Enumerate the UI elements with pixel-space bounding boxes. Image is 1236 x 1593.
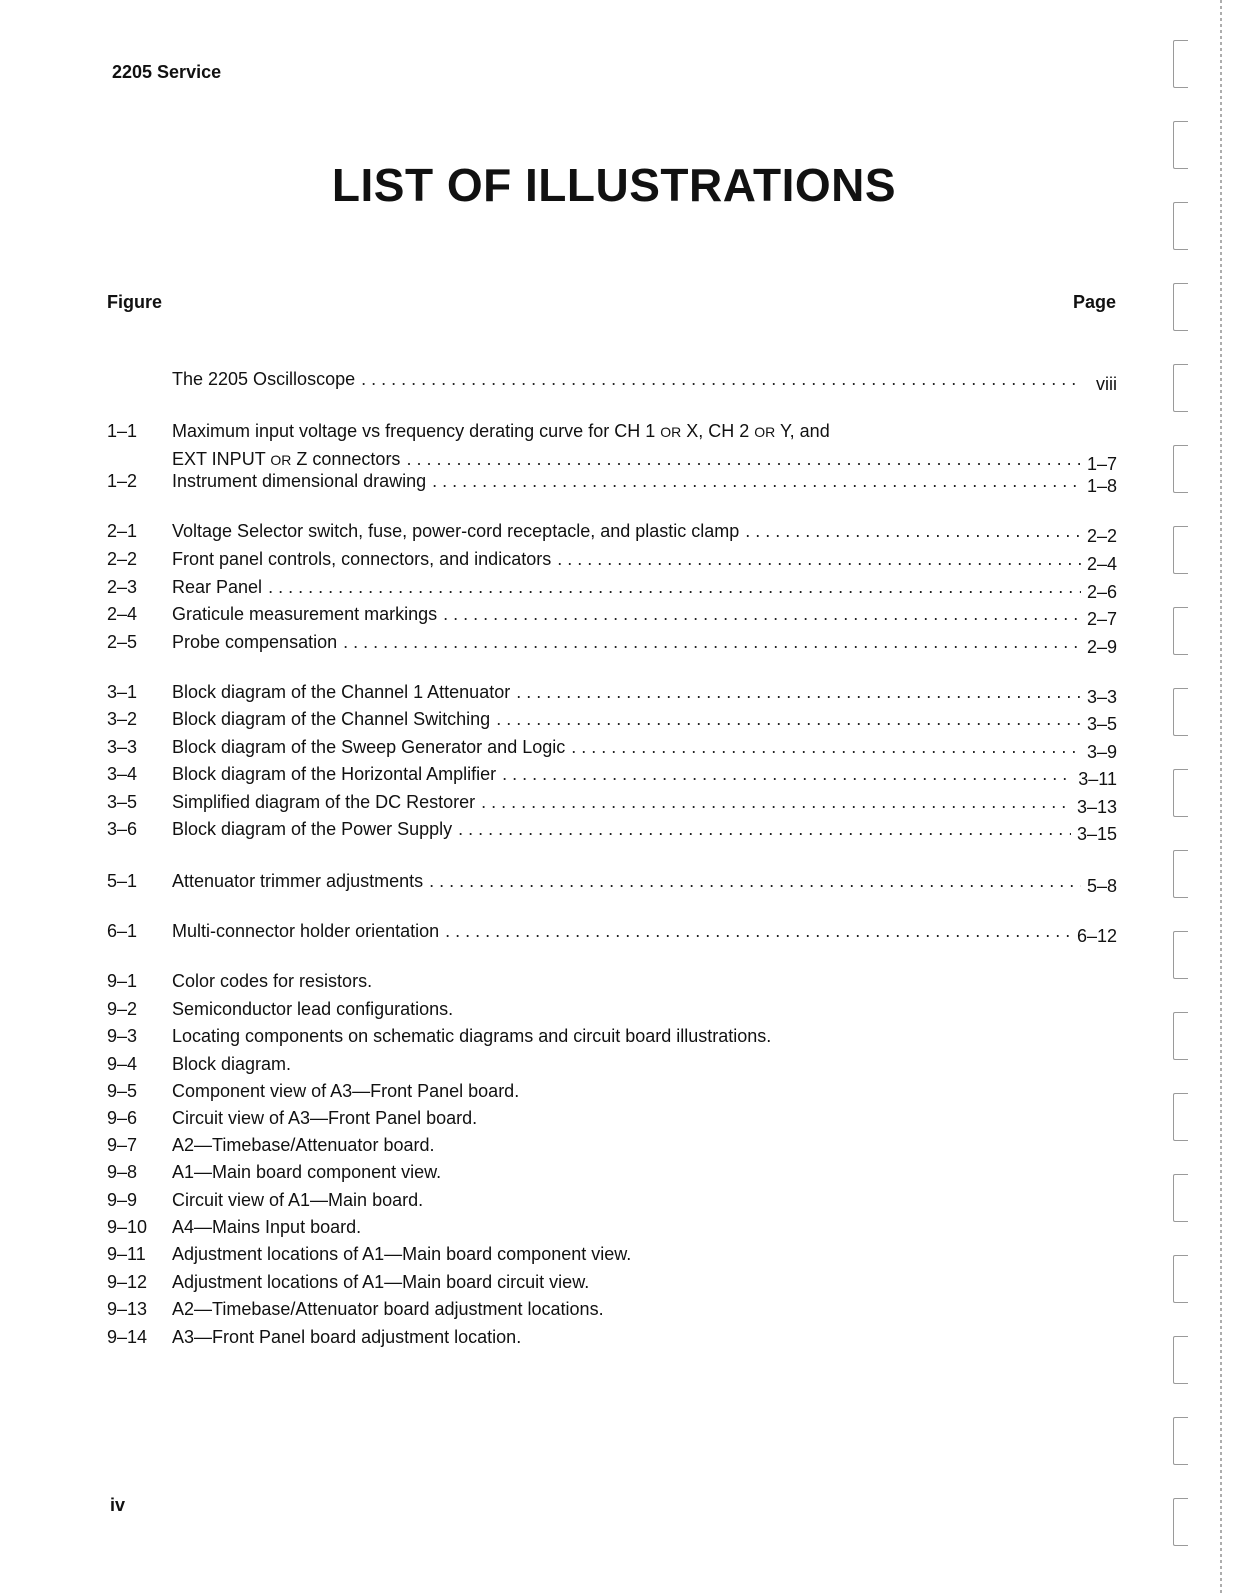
figure-caption: Semiconductor lead configurations. bbox=[172, 999, 454, 1019]
figure-number: 1–1 bbox=[107, 421, 138, 441]
figure-caption: Voltage Selector switch, fuse, power-cord receptacle, and plastic clamp bbox=[172, 521, 740, 541]
binder-hole bbox=[1173, 1012, 1188, 1060]
entry-body bbox=[172, 681, 1117, 707]
small-caps-or: OR bbox=[660, 424, 682, 440]
binding-edge bbox=[1220, 0, 1222, 1593]
small-caps-or: OR bbox=[754, 424, 776, 440]
entry-body bbox=[172, 1107, 1117, 1129]
figure-number: 9–8 bbox=[107, 1162, 138, 1182]
entry-body bbox=[172, 920, 1117, 946]
entry-body bbox=[172, 1271, 1117, 1293]
entry-line bbox=[172, 1107, 1117, 1129]
figure-caption: A2—Timebase/Attenuator board adjustment locations. bbox=[172, 1299, 604, 1319]
entry-line bbox=[172, 548, 1117, 574]
figure-number: 2–1 bbox=[107, 521, 138, 541]
entry-body bbox=[172, 736, 1117, 762]
entry-line bbox=[172, 520, 1117, 546]
binder-hole bbox=[1173, 1174, 1188, 1222]
page-number: 2–4 bbox=[1086, 554, 1117, 574]
entry-body bbox=[172, 870, 1117, 896]
figure-number: 9–13 bbox=[107, 1299, 148, 1319]
entry-body bbox=[172, 708, 1117, 734]
figure-caption: Component view of A3—Front Panel board. bbox=[172, 1081, 520, 1101]
figure-number: 3–3 bbox=[107, 737, 138, 757]
figure-caption: Block diagram of the Horizontal Amplifier bbox=[172, 764, 497, 784]
figure-number: 3–6 bbox=[107, 819, 138, 839]
page-title: LIST OF ILLUSTRATIONS bbox=[331, 159, 897, 211]
figure-caption: A1—Main board component view. bbox=[172, 1162, 442, 1182]
entry-line bbox=[172, 1053, 1117, 1075]
page-number: 1–8 bbox=[1086, 476, 1117, 496]
figure-caption: Adjustment locations of A1—Main board circuit view. bbox=[172, 1272, 590, 1292]
figure-number: 9–10 bbox=[107, 1217, 148, 1237]
figure-caption: Circuit view of A3—Front Panel board. bbox=[172, 1108, 478, 1128]
entry-line bbox=[172, 870, 1117, 896]
entry-body bbox=[172, 1243, 1117, 1265]
binder-hole bbox=[1173, 526, 1188, 574]
figure-number: 9–12 bbox=[107, 1272, 148, 1292]
figure-caption: Color codes for resistors. bbox=[172, 971, 373, 991]
column-header-figure: Figure bbox=[107, 292, 163, 312]
figure-caption: Attenuator trimmer adjustments bbox=[172, 871, 424, 891]
running-head: 2205 Service bbox=[112, 62, 222, 82]
entry-body bbox=[172, 548, 1117, 574]
figure-caption: Rear Panel bbox=[172, 577, 263, 597]
entry-body bbox=[172, 603, 1117, 629]
dot-leader bbox=[458, 818, 1071, 840]
entry-line bbox=[172, 708, 1117, 734]
dot-leader bbox=[406, 448, 1081, 470]
entry-line bbox=[172, 1161, 1117, 1183]
figure-caption: Block diagram. bbox=[172, 1054, 292, 1074]
binder-hole bbox=[1173, 364, 1188, 412]
entry-body bbox=[172, 818, 1117, 844]
figure-caption: Block diagram of the Power Supply bbox=[172, 819, 453, 839]
figure-caption: Adjustment locations of A1—Main board component view. bbox=[172, 1244, 632, 1264]
figure-caption: Graticule measurement markings bbox=[172, 604, 438, 624]
figure-number: 5–1 bbox=[107, 871, 138, 891]
figure-number: 2–4 bbox=[107, 604, 138, 624]
figure-number: 2–3 bbox=[107, 577, 138, 597]
figure-number: 9–4 bbox=[107, 1054, 138, 1074]
page-number: 2–2 bbox=[1086, 526, 1117, 546]
figure-number: 9–1 bbox=[107, 971, 138, 991]
binder-hole bbox=[1173, 769, 1188, 817]
entry-line bbox=[172, 631, 1117, 657]
binder-hole bbox=[1173, 445, 1188, 493]
entry-line bbox=[172, 1298, 1117, 1320]
entry-body bbox=[172, 1025, 1117, 1047]
figure-number: 9–6 bbox=[107, 1108, 138, 1128]
entry-line bbox=[172, 448, 1117, 474]
dot-leader bbox=[571, 736, 1081, 758]
binder-hole bbox=[1173, 1417, 1188, 1465]
figure-number: 3–4 bbox=[107, 764, 138, 784]
figure-number: 1–2 bbox=[107, 471, 138, 491]
dot-leader bbox=[516, 681, 1081, 703]
figure-caption: A4—Mains Input board. bbox=[172, 1217, 362, 1237]
page-number: 3–5 bbox=[1086, 714, 1117, 734]
dot-leader bbox=[361, 368, 1081, 390]
figure-number: 9–7 bbox=[107, 1135, 138, 1155]
binder-hole bbox=[1173, 931, 1188, 979]
dot-leader bbox=[745, 520, 1081, 542]
page-number: 6–12 bbox=[1076, 926, 1117, 946]
page-number: 5–8 bbox=[1086, 876, 1117, 896]
figure-caption: Instrument dimensional drawing bbox=[172, 471, 427, 491]
figure-caption: Multi-connector holder orientation bbox=[172, 921, 440, 941]
figure-number: 3–5 bbox=[107, 792, 138, 812]
page-number: 3–3 bbox=[1086, 687, 1117, 707]
figure-caption: Circuit view of A1—Main board. bbox=[172, 1190, 424, 1210]
entry-body bbox=[172, 1053, 1117, 1075]
binder-hole bbox=[1173, 688, 1188, 736]
entry-line bbox=[172, 681, 1117, 707]
binder-hole bbox=[1173, 1336, 1188, 1384]
entry-body bbox=[172, 420, 1117, 474]
page-number: 3–11 bbox=[1078, 769, 1117, 789]
entry-body bbox=[172, 1298, 1117, 1320]
page-number: 2–9 bbox=[1086, 637, 1117, 657]
entry-body bbox=[172, 1161, 1117, 1183]
binder-hole bbox=[1173, 121, 1188, 169]
figure-number: 9–11 bbox=[107, 1244, 146, 1264]
figure-caption: Block diagram of the Channel 1 Attenuator bbox=[172, 682, 511, 702]
page-number: 3–9 bbox=[1086, 742, 1117, 762]
entry-body bbox=[172, 1216, 1117, 1238]
entry-body bbox=[172, 1189, 1117, 1211]
page-number: 2–7 bbox=[1086, 609, 1117, 629]
figure-number: 3–2 bbox=[107, 709, 138, 729]
entry-line bbox=[172, 1271, 1117, 1293]
figure-caption: Block diagram of the Sweep Generator and Logic bbox=[172, 737, 566, 757]
entry-body bbox=[172, 631, 1117, 657]
page-folio: iv bbox=[110, 1495, 126, 1515]
figure-number: 9–5 bbox=[107, 1081, 138, 1101]
entry-body bbox=[172, 470, 1117, 496]
figure-caption: The 2205 Oscilloscope bbox=[172, 369, 356, 389]
entry-body bbox=[172, 520, 1117, 546]
binder-hole bbox=[1173, 1093, 1188, 1141]
column-header-page: Page bbox=[1072, 292, 1116, 312]
entry-line bbox=[172, 763, 1117, 789]
entry-body bbox=[172, 998, 1117, 1020]
entry-line bbox=[172, 791, 1117, 817]
entry-line bbox=[172, 368, 1117, 394]
entry-body bbox=[172, 1326, 1117, 1348]
figure-caption: Probe compensation bbox=[172, 632, 338, 652]
entry-body bbox=[172, 1134, 1117, 1156]
entry-line bbox=[172, 1216, 1117, 1238]
entry-line bbox=[172, 970, 1117, 992]
dot-leader bbox=[429, 870, 1081, 892]
dot-leader bbox=[343, 631, 1081, 653]
figure-caption: EXT INPUT OR Z connectors bbox=[172, 449, 401, 469]
figure-number: 6–1 bbox=[107, 921, 138, 941]
entry-line bbox=[172, 1326, 1117, 1348]
binder-hole bbox=[1173, 607, 1188, 655]
page-number: 3–15 bbox=[1076, 824, 1117, 844]
figure-number: 9–3 bbox=[107, 1026, 138, 1046]
entry-body bbox=[172, 791, 1117, 817]
dot-leader bbox=[445, 920, 1071, 942]
binder-hole bbox=[1173, 202, 1188, 250]
entry-line bbox=[172, 603, 1117, 629]
entry-line bbox=[172, 920, 1117, 946]
figure-number: 3–1 bbox=[107, 682, 138, 702]
figure-caption: Simplified diagram of the DC Restorer bbox=[172, 792, 476, 812]
entry-body bbox=[172, 576, 1117, 602]
figure-caption: Maximum input voltage vs frequency derating curve for CH 1 OR X, CH 2 OR Y, and bbox=[172, 421, 830, 441]
entry-line bbox=[172, 576, 1117, 602]
figure-number: 9–9 bbox=[107, 1190, 138, 1210]
figure-caption: A3—Front Panel board adjustment location. bbox=[172, 1327, 522, 1347]
entry-line bbox=[172, 1134, 1117, 1156]
figure-number: 2–2 bbox=[107, 549, 138, 569]
figure-caption: Front panel controls, connectors, and indicators bbox=[172, 549, 552, 569]
figure-caption: Locating components on schematic diagrams and circuit board illustrations. bbox=[172, 1026, 772, 1046]
dot-leader bbox=[496, 708, 1081, 730]
entry-line bbox=[172, 470, 1117, 496]
dot-leader bbox=[443, 603, 1081, 625]
figure-number: 2–5 bbox=[107, 632, 138, 652]
binder-hole bbox=[1173, 1498, 1188, 1546]
binder-hole bbox=[1173, 283, 1188, 331]
dot-leader bbox=[502, 763, 1072, 785]
small-caps-or: OR bbox=[270, 452, 292, 468]
dot-leader bbox=[481, 791, 1071, 813]
figure-caption: Block diagram of the Channel Switching bbox=[172, 709, 491, 729]
binder-hole bbox=[1173, 1255, 1188, 1303]
entry-line bbox=[172, 420, 1117, 442]
entry-line bbox=[172, 998, 1117, 1020]
dot-leader bbox=[432, 470, 1081, 492]
entry-line bbox=[172, 1189, 1117, 1211]
entry-line bbox=[172, 818, 1117, 844]
dot-leader bbox=[268, 576, 1081, 598]
binder-hole bbox=[1173, 40, 1188, 88]
entry-line bbox=[172, 736, 1117, 762]
binder-hole bbox=[1173, 850, 1188, 898]
dot-leader bbox=[557, 548, 1081, 570]
page-number: viii bbox=[1096, 374, 1117, 394]
figure-number: 9–2 bbox=[107, 999, 138, 1019]
entry-body bbox=[172, 763, 1117, 789]
page-number: 1–7 bbox=[1086, 454, 1117, 474]
entry-body bbox=[172, 368, 1117, 394]
page-number: 2–6 bbox=[1086, 582, 1117, 602]
page-number: 3–13 bbox=[1076, 797, 1117, 817]
figure-caption: A2—Timebase/Attenuator board. bbox=[172, 1135, 435, 1155]
entry-line bbox=[172, 1243, 1117, 1265]
entry-body bbox=[172, 1080, 1117, 1102]
entry-body bbox=[172, 970, 1117, 992]
entry-line bbox=[172, 1080, 1117, 1102]
entry-line bbox=[172, 1025, 1117, 1047]
figure-number: 9–14 bbox=[107, 1327, 148, 1347]
